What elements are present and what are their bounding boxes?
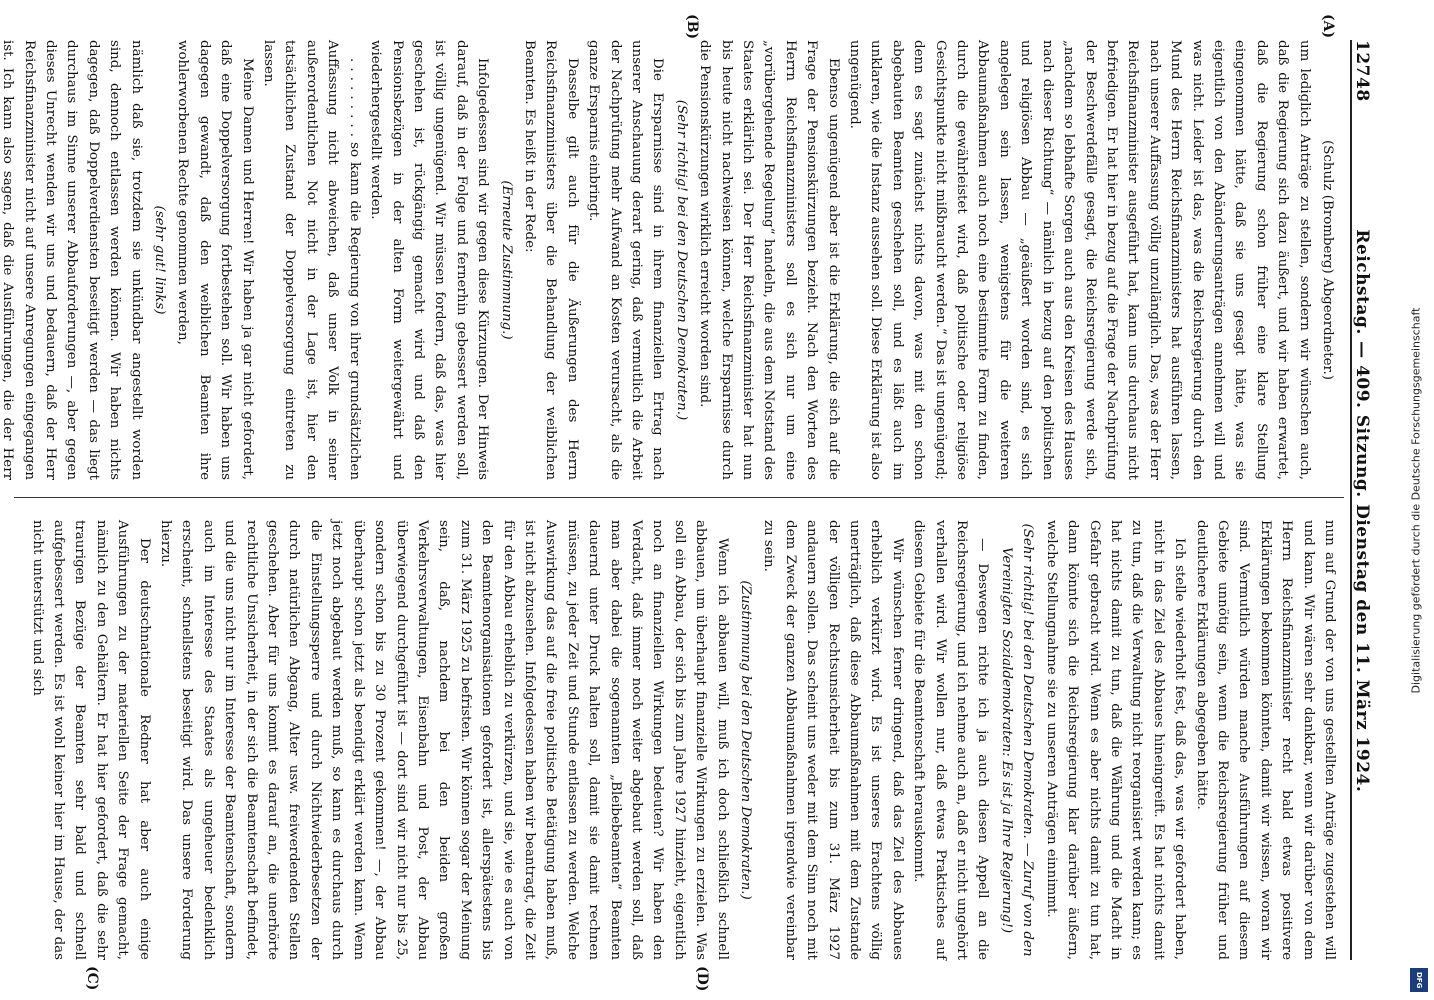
quoted-paragraph: . . . . . . . . . so kann die Regierung von ihrer grundsätzlichen Auffassung nicht abweichen, daß unser Volk in seiner außerordentlichen Not nicht in der Lage ist, hier den tatsächlichen Zustand der Doppelversorgung eintreten zu lassen. <box>261 40 362 480</box>
paragraph: Dasselbe gilt auch für die Äußerungen des Herrn Reichsfinanzministers über die Behandlung der weiblichen Beamten. Es heißt in der Rede: <box>521 40 580 480</box>
margin-letter-b: (B) <box>684 14 700 40</box>
paragraph: Wir wünschen ferner dringend, daß das Ziel des Abbaues erheblich verkürzt wird. Es ist unseres Erachtens völlig unerträglich, daß diese Abbaumaßnahmen mit dem Zustande der völligen Rechtsunsicherheit bis zum 31. März 1927 andauern sollen. Das scheint uns weder mit dem Sinn noch mit dem Zweck der ganzen Abbaumaßnahmen irgendwie vereinbar zu sein. <box>761 520 905 960</box>
dfg-logo-icon: DFG <box>1410 968 1428 992</box>
interjection: (Zustimmung bei den Deutschen Demokraten.) <box>738 580 754 900</box>
interjection: (sehr gut! links) <box>152 205 168 315</box>
paragraph: — Deswegen richte ich ja auch diesen Appell an die Reichsregierung, und ich nehme auch an, daß er nicht ungehört verhallen wird. Wir wollen nur, daß etwas Praktisches auf diesem Gebiete für die Beamtenschaft herauskommt. <box>911 520 991 960</box>
margin-letter-c: (C) <box>84 966 100 991</box>
page-title: Reichstag. — 409. Sitzung. Dienstag den 11. März 1924. <box>1352 229 1372 793</box>
interjection: (Erneute Zustimmung.) <box>498 180 514 340</box>
right-column <box>20 520 1340 960</box>
speaker-line: (Schulz (Bromberg) Abgeordneter.) <box>1320 140 1335 380</box>
paragraph: Ebenso ungenügend aber ist die Erklärung, die sich auf die Frage der Pensionskürzungen bezieht. Nach den Worten des Herrn Reichsfinanzministers soll es sich nur um eine „vorübergehende Regelung“ handeln, die aus dem Notstand des Staates erklärlich sei. Der Herr Reichsfinanzminister hat nun bis heute nicht nachweisen können, welche Ersparnisse durch die Pensionskürzungen wirklich erreicht worden sind. <box>697 40 841 480</box>
column-divider <box>14 497 1344 498</box>
paragraph: Der deutschnationale Redner hat aber auch einige Ausführungen zu der materiellen Seite der Frage gemacht, nämlich zu den Gehältern. Er hat hier gefordert, daß die sehr traurigen Bezüge der Beamten sehr bald und schnell aufgebessert werden. Es ist wohl keiner hier im Hause, der das nicht unterstützt und sich <box>29 520 152 960</box>
paragraph: Ich stelle wiederholt fest, daß das, was wir gefordert haben, nicht in das Ziel des Abbaues hineingreift. Es hat nichts damit zu tun, daß die Verwaltung nicht reorganisiert werden kann; es hat nichts damit zu tun, daß die Währung und die Macht in Gefahr gebracht wird. Wenn es aber nichts damit zu tun hat, dann könnte sich die Reichsregierung klar darüber äußern, welche Stellungnahme sie zu unseren Anträgen einnimmt. <box>1043 520 1188 960</box>
digitization-note <box>1404 0 1428 1000</box>
left-column <box>0 40 1340 480</box>
margin-letter-d: (D) <box>694 966 710 992</box>
paragraph: Meine Damen und Herren! Wir haben ja gar nicht gefordert, daß eine Doppelversorgung fortbestehen soll. Wir haben uns dagegen gewandt, daß den weiblichen Beamten ihre wohlerworbenen Rechte genommen werden, <box>175 40 255 480</box>
paragraph: Infolgedessen sind wir gegen diese Kürzungen. Der Hinweis darauf, daß in der Folge und fernerhin gebessert werden soll, ist völlig ungenügend. Wir müssen fordern, daß das, was hier geschehen ist, rückgängig gemacht wird und daß den Pensionsbezügen in der alten Form weitergewährt und wiederhergestellt werden. <box>368 40 491 480</box>
page-header <box>1350 40 1388 960</box>
interjection: (Sehr richtig! bei den Deutschen Demokraten.) <box>673 99 689 421</box>
page-number: 12748 <box>1352 40 1372 102</box>
paragraph: nun auf Grund der von uns gestellten Anträge zugestehen will und kann. Wir wären sehr dankbar, wenn wir darüber von dem Herrn Reichsfinanzminister recht bald etwas positivere Erklärungen bekommen könnten, damit wir wissen, woran wir sind. Vermutlich würden manche Ausführungen auf diesem Gebiete unnötig sein, wenn die Reichsregierung früher und deutlichere Erklärungen abgegeben hätte. <box>1193 520 1337 960</box>
paragraph: um lediglich Anträge zu stellen, sondern wir wünschen auch, daß die Regierung sich dazu äußert, und wir haben erwartet, daß die Regierung schon früher eine klare Stellung eingenommen hätte, daß sie uns gesagt hätte, was sie eigentlich von den Abänderungsanträgen annehmen will und was nicht. Leider ist das, was die Reichsregierung durch den Mund des Herrn Reichsfinanzministers hat ausführen lassen, nach unserer Auffassung völlig unzulänglich. Das, was der Herr Reichsfinanzminister ausgeführt hat, kann uns durchaus nicht befriedigen. Er hat hier in bezug auf die Frage der Nachprüfung der Beschwerdefälle gesagt, die Reichsregierung werde sich, „nachdem so lebhafte Sorgen auch aus den Kreisen des Hauses nach dieser Richtung“ — nämlich in bezug auf den politischen und religiösen Abbau — „geäußert worden sind, es sich angelegen sein lassen, wenigstens für die weiteren Abbaumaßnahmen auch noch eine bestimmte Form zu finden, durch die gewährleistet wird, daß politische oder religiöse Gesichtspunkte nicht mißbraucht werden.“ Das ist ungenügend; denn es sagt zunächst nichts davon, was mit den schon abgebauten Beamten geschehen soll, und es läßt auch im unklaren, wie die Instanz aussehen soll. Diese Erklärung ist also ungenügend. <box>847 40 1312 480</box>
paragraph: Die Ersparnisse sind in ihrem finanziellen Ertrag nach unserer Anschauung derart gering, daß vermutlich die Arbeit der Nachprüfung mehr Aufwand an Kosten verursacht, als die ganze Ersparnis einbringt. <box>586 40 666 480</box>
margin-letter-a: (A) <box>1320 14 1336 39</box>
paragraph: Wenn ich abbauen will, muß ich doch schließlich schnell abbauen, um überhaupt finanzielle Wirkungen zu erzielen. Was soll ein Abbau, der sich bis zum Jahre 1927 hinzieht, eigentlich noch an finanziellen Wirkungen bedeuten? Wir haben den Verdacht, daß immer noch weiter abgebaut werden soll, daß man aber dabei die sogenannten „Bleibebeamten“ Beamten dauernd unter Druck halten soll, damit sie damit rechnen müssen, zu jeder Zeit und Stunde entlassen zu werden. Welche Auswirkung das auf die freie politische Betätigung haben muß, ist nicht abzusehen. Infolgedessen haben wir beantragt, die Zeit für den Abbau erheblich zu verkürzen, und sie, wie es auch von den Beamtenorganisationen gefordert ist, allerspätestens bis zum 31. März 1925 zu befristen. Wir können sogar der Meinung sein, daß, nachdem bei den beiden großen Verkehrsverwaltungen, Eisenbahn und Post, der Abbau überwiegend durchgeführt ist — dort sind wir nicht nur bis 25, sondern schon bis zu 30 Prozent gekommen! —, der Abbau überhaupt schon jetzt als beendigt erklärt werden kann. Wenn jetzt noch abgebaut werden muß, so kann es durchaus durch die Einstellungssperre und durch Nichtwiederbesetzen der durch natürlichen Abgang, Alter usw. freiwerdenden Stellen geschehen. Aber für uns kommt es darauf an, die unerhörte rechtliche Unsicherheit, in der sich die Beamtenschaft befindet, und die uns nicht nur im Interesse der Beamtenschaft, sondern auch im Interesse des Staates als ungeheuer bedenklich erscheint, schnellstens beseitigt wird. Das unsere Forderung hierzu. <box>158 520 730 960</box>
interjection: (Sehr richtig! bei den Deutschen Demokraten. — Zuruf von den Vereinigten Sozialdemokraten: Es ist ja Ihre Regierung!) <box>998 523 1036 957</box>
digitization-note-text: Digitalisierung gefördert durch die Deutsche Forschungsgemeinschaft <box>1409 307 1423 693</box>
paragraph: nämlich daß sie, trotzdem sie unkündbar angestellt worden sind, dennoch entlassen werden können. Wir haben nichts dagegen, daß Doppelverdiensten beseitigt werden — das liegt durchaus im Sinne unserer Abbauforderungen —, aber gegen dieses Unrecht wenden wir uns und bedauern, daß der Herr Reichsfinanzminister nicht auf unsere Anregungen eingegangen ist. Ich kann also sagen, daß die Ausführungen, die der Herr <box>0 40 144 480</box>
